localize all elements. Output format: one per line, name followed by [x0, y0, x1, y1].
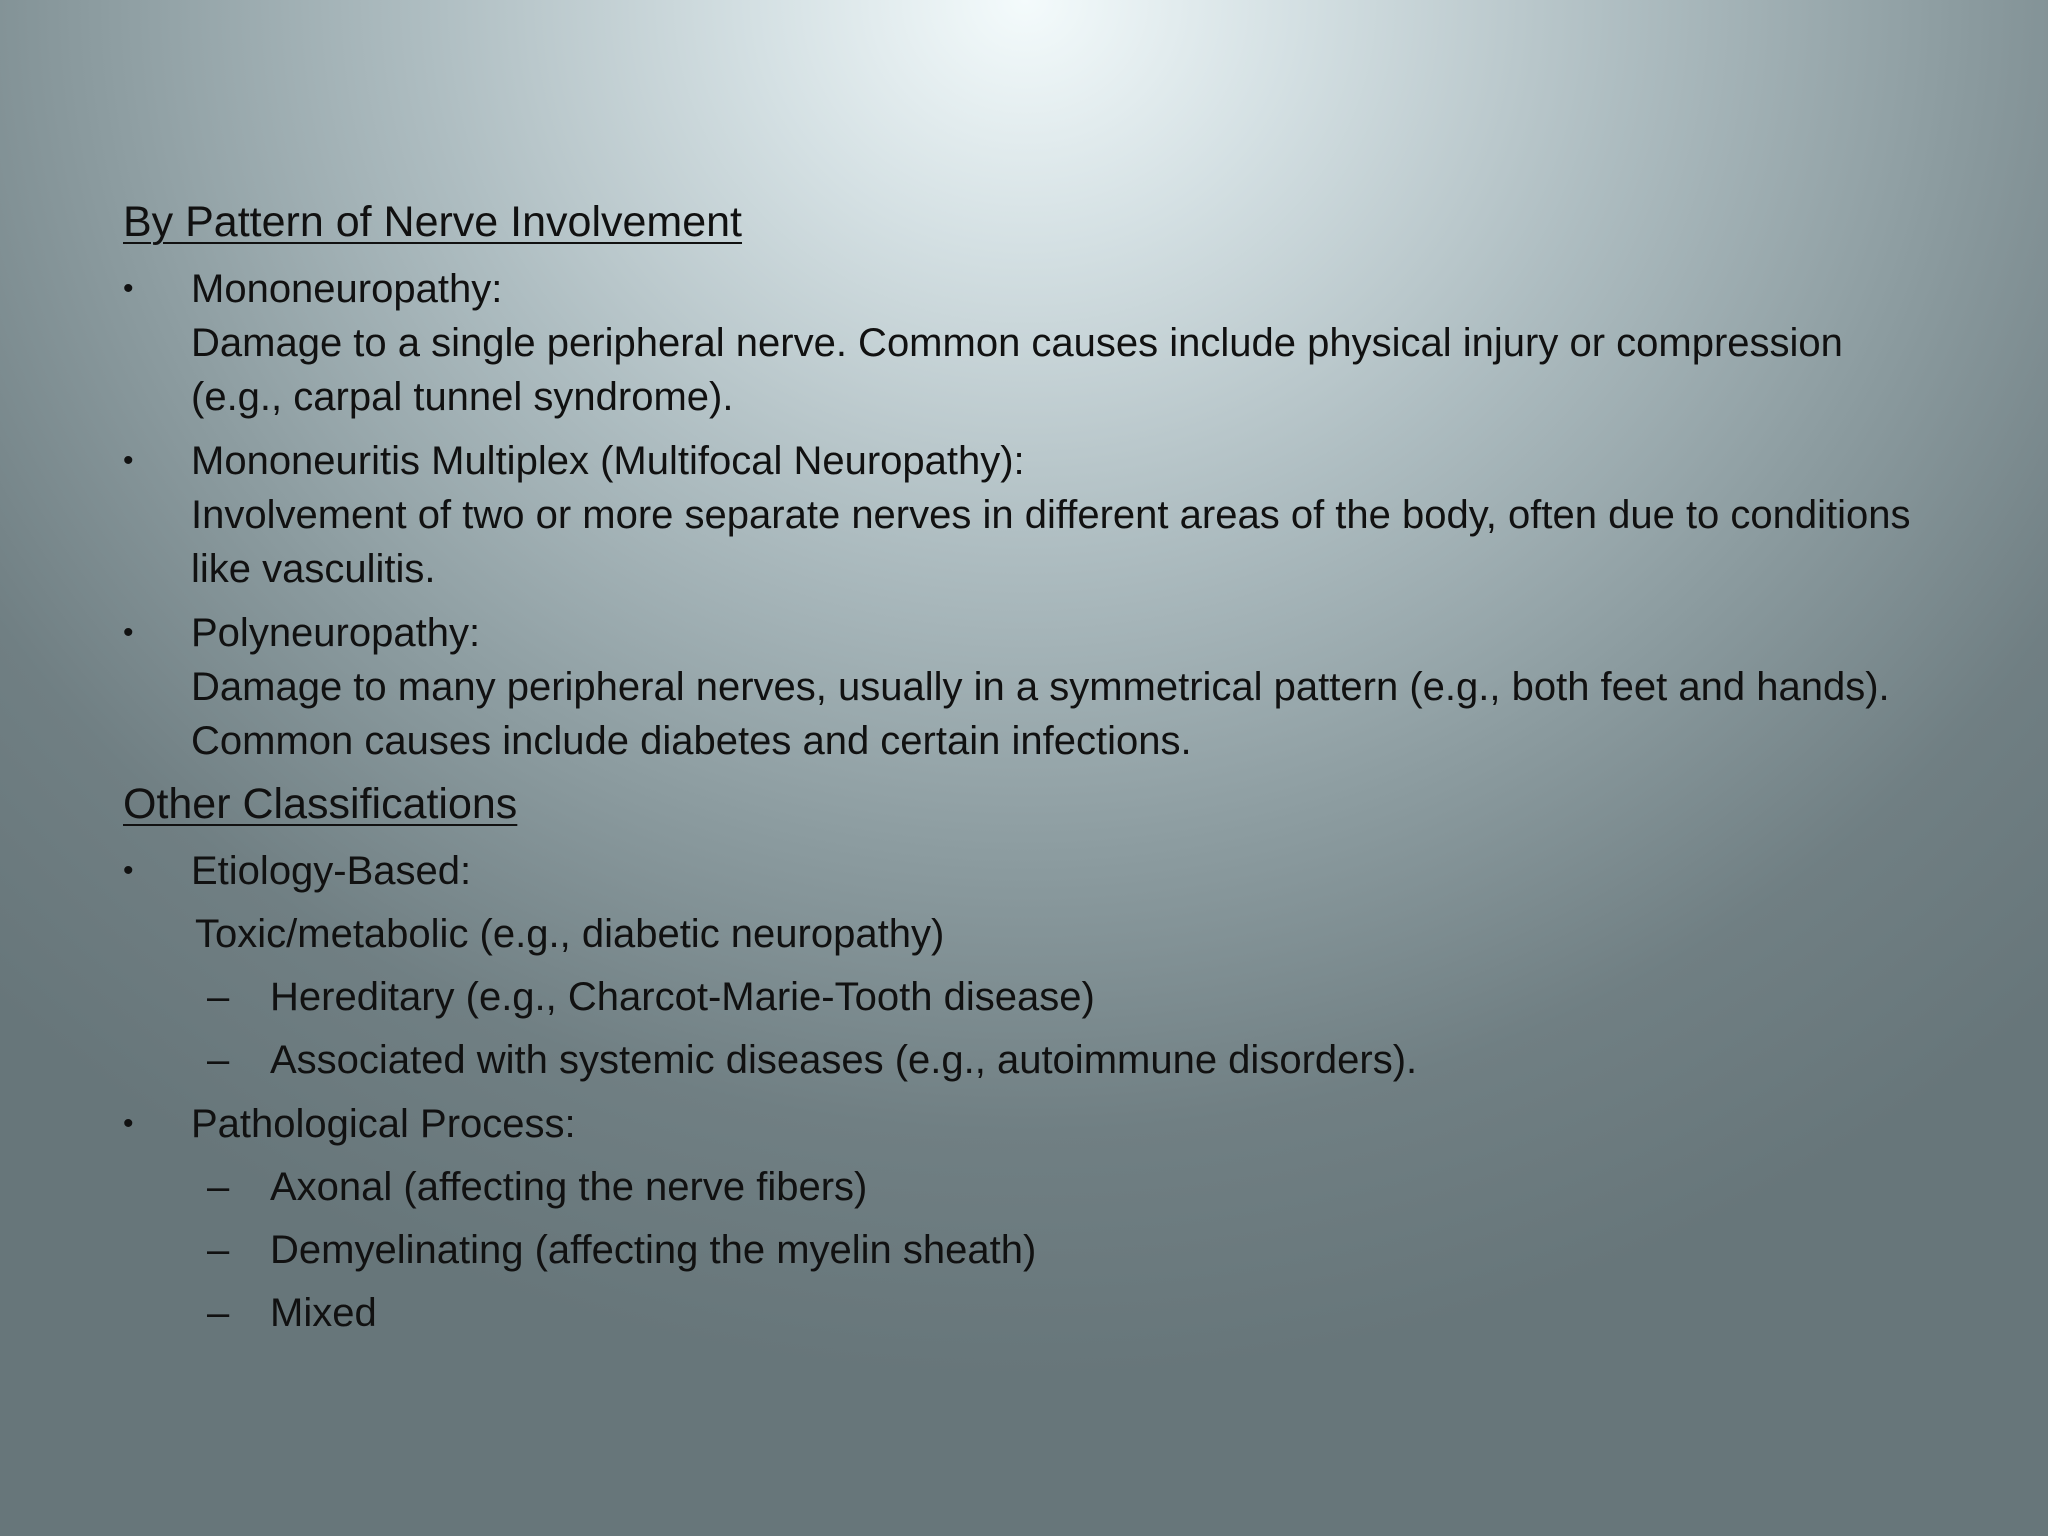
bullet-item-mononeuropathy [123, 262, 1923, 424]
bullet-item-mononeuritis-multiplex [123, 434, 1923, 596]
sub-item-mixed [123, 1286, 1923, 1340]
sub-item-text: Hereditary (e.g., Charcot-Marie-Tooth disease) [270, 975, 1095, 1019]
sub-item-text: Axonal (affecting the nerve fibers) [270, 1165, 868, 1209]
bullet-item-pathological-process [123, 1097, 1923, 1151]
dash-icon: – [207, 1291, 230, 1335]
bullet-description: Involvement of two or more separate nerves in different areas of the body, often due to conditions like vasculitis. [191, 493, 1911, 591]
dash-icon: – [207, 1165, 230, 1209]
bullet-title: Mononeuropathy: [191, 267, 503, 311]
bullet-title: Etiology-Based: [191, 849, 472, 893]
bullet-icon: • [123, 444, 134, 477]
sub-item-text: Mixed [270, 1291, 377, 1335]
sub-item-axonal [123, 1160, 1923, 1214]
sub-item-text: Demyelinating (affecting the myelin sheath) [270, 1228, 1037, 1272]
etiology-toxic-line: Toxic/metabolic (e.g., diabetic neuropathy) [195, 912, 945, 956]
bullet-icon: • [123, 1107, 134, 1140]
sub-item-hereditary [123, 970, 1923, 1024]
bullet-title: Pathological Process: [191, 1102, 576, 1146]
section-heading-other-classifications: Other Classifications [123, 780, 518, 828]
sub-item-text: Associated with systemic diseases (e.g., autoimmune disorders). [270, 1038, 1418, 1082]
bullet-title: Polyneuropathy: [191, 611, 481, 655]
dash-icon: – [207, 975, 230, 1019]
slide-content [123, 192, 1923, 1340]
sub-item-demyelinating [123, 1223, 1923, 1277]
bullet-item-etiology [123, 844, 1923, 898]
dash-icon: – [207, 1228, 230, 1272]
sub-item-systemic [123, 1033, 1923, 1087]
bullet-icon: • [123, 854, 134, 887]
bullet-description: Damage to many peripheral nerves, usually in a symmetrical pattern (e.g., both feet and hands). Common causes include diabetes and certain infections. [191, 665, 1890, 763]
bullet-icon: • [123, 616, 134, 649]
bullet-icon: • [123, 272, 134, 305]
bullet-title: Mononeuritis Multiplex (Multifocal Neuropathy): [191, 439, 1025, 483]
bullet-item-polyneuropathy [123, 606, 1923, 768]
dash-icon: – [207, 1038, 230, 1082]
bullet-description: Damage to a single peripheral nerve. Common causes include physical injury or compression (e.g., carpal tunnel syndrome). [191, 321, 1843, 419]
section-heading-pattern: By Pattern of Nerve Involvement [123, 198, 743, 246]
